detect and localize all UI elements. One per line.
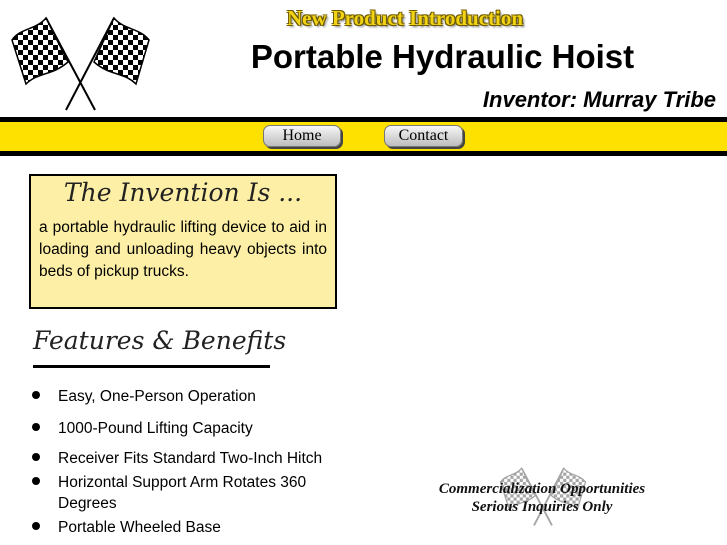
nav-bar	[0, 117, 727, 156]
commercial-line-1: Commercialization Opportunities	[438, 481, 646, 497]
commercial-line-2: Serious Inquiries Only	[471, 499, 613, 515]
tagline: New Product Introduction	[286, 6, 524, 30]
checkered-flags-icon	[8, 10, 153, 112]
commercial-notice	[420, 480, 664, 516]
feature-item: Portable Wheeled Base	[30, 517, 330, 538]
invention-box	[29, 174, 337, 309]
feature-item: Receiver Fits Standard Two-Inch Hitch	[30, 448, 330, 469]
product-title: Portable Hydraulic Hoist	[250, 38, 635, 75]
features-list	[30, 386, 330, 541]
invention-heading: The Invention Is ...	[63, 178, 303, 207]
invention-description: a portable hydraulic lifting device to aid in loading and unloading heavy objects into beds of pickup trucks.	[39, 219, 327, 280]
feature-item: Horizontal Support Arm Rotates 360 Degrees	[30, 472, 330, 514]
home-button[interactable]: Home	[263, 125, 341, 147]
inventor-name: Inventor: Murray Tribe	[482, 87, 716, 112]
feature-item: 1000-Pound Lifting Capacity	[30, 418, 330, 439]
contact-button[interactable]: Contact	[384, 125, 463, 147]
features-divider	[33, 365, 270, 368]
feature-item: Easy, One-Person Operation	[30, 386, 330, 407]
features-heading: Features & Benefits	[33, 326, 287, 355]
